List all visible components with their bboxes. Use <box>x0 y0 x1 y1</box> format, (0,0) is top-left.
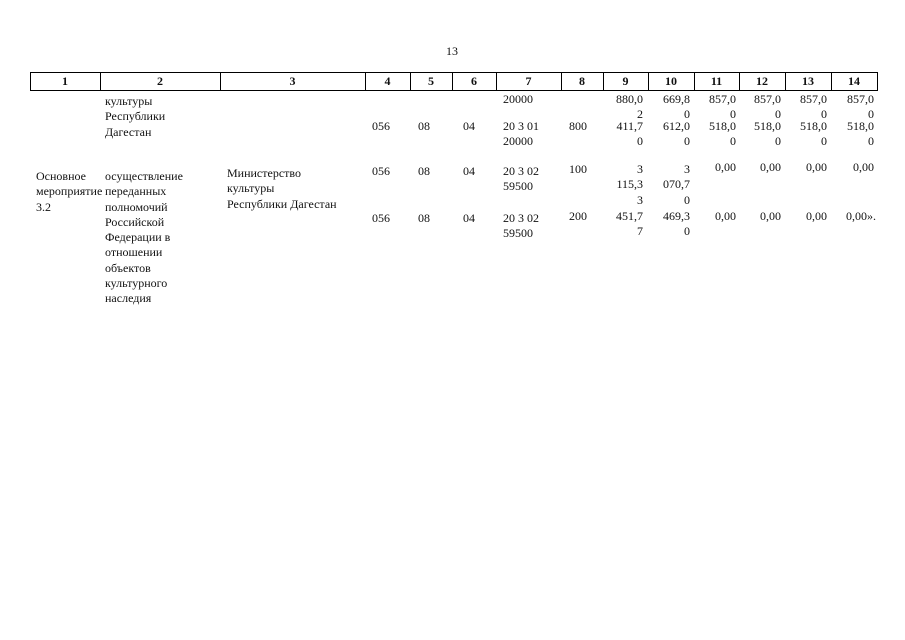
cell-value: 518,0 0 <box>709 119 736 149</box>
cell-grbs: 056 <box>372 119 390 133</box>
col-header: 1 <box>62 74 68 88</box>
cell-activity-description: осуществление переданных полномочий Российской Федерации в отношении объектов культурного наследия <box>105 169 183 306</box>
cell-rz: 08 <box>418 164 430 178</box>
col-header: 12 <box>756 74 768 88</box>
cell-activity-title: Основное мероприятие 3.2 <box>36 169 103 214</box>
cell-pr: 04 <box>463 211 475 225</box>
cell-value: 857,0 0 <box>754 92 781 122</box>
cell-kbk: 20 3 02 59500 <box>503 211 539 241</box>
cell-value: 0,00 <box>806 160 827 174</box>
col-header: 6 <box>471 74 477 88</box>
header-bottom-border <box>30 90 878 91</box>
cell-value: 612,0 0 <box>663 119 690 149</box>
cell-value: 0,00 <box>715 160 736 174</box>
cell-pr: 04 <box>463 164 475 178</box>
cell-value: 451,7 7 <box>616 209 643 239</box>
cell-rz: 08 <box>418 211 430 225</box>
cell-value: 3 115,3 3 <box>616 162 643 207</box>
cell-kbk: 20 3 01 20000 <box>503 119 539 149</box>
col-header: 10 <box>665 74 677 88</box>
col-header: 3 <box>289 74 296 88</box>
col-header: 9 <box>622 74 629 88</box>
page-number: 13 <box>446 44 458 58</box>
cell-value: 669,8 0 <box>663 92 690 122</box>
cell-vr: 100 <box>569 162 587 176</box>
cell-value: 518,0 0 <box>847 119 874 149</box>
col-header: 14 <box>848 74 860 88</box>
cell-grbs: 056 <box>372 164 390 178</box>
cell-responsible: Министерство культуры Республики Дагестан <box>227 166 337 211</box>
col-divider <box>877 72 878 90</box>
cell-pr: 04 <box>463 119 475 133</box>
cell-vr: 800 <box>569 119 587 133</box>
cell-value: 469,3 0 <box>663 209 690 239</box>
cell-value: 518,0 0 <box>800 119 827 149</box>
cell-responsible-cont: культуры Республики Дагестан <box>105 94 166 139</box>
cell-value: 0,00 <box>715 209 736 223</box>
col-header: 4 <box>384 74 391 88</box>
col-header: 11 <box>710 74 723 88</box>
cell-value: 0,00 <box>853 160 874 174</box>
col-header: 13 <box>802 74 814 88</box>
col-header: 2 <box>157 74 163 88</box>
col-header: 5 <box>428 74 434 88</box>
cell-kbk: 20 3 02 59500 <box>503 164 539 194</box>
cell-value: 0,00 <box>760 209 781 223</box>
cell-value: 0,00». <box>846 209 876 223</box>
cell-value: 857,0 0 <box>847 92 874 122</box>
cell-kbk-cont: 20000 <box>503 92 533 106</box>
cell-value: 880,0 2 <box>616 92 643 122</box>
cell-value: 0,00 <box>806 209 827 223</box>
col-header: 7 <box>525 74 532 88</box>
col-header: 8 <box>579 74 585 88</box>
cell-grbs: 056 <box>372 211 390 225</box>
cell-value: 857,0 0 <box>709 92 736 122</box>
cell-value: 0,00 <box>760 160 781 174</box>
cell-value: 411,7 0 <box>616 119 643 149</box>
cell-value: 3 070,7 0 <box>663 162 690 207</box>
cell-vr: 200 <box>569 209 587 223</box>
cell-value: 857,0 0 <box>800 92 827 122</box>
cell-value: 518,0 0 <box>754 119 781 149</box>
cell-rz: 08 <box>418 119 430 133</box>
